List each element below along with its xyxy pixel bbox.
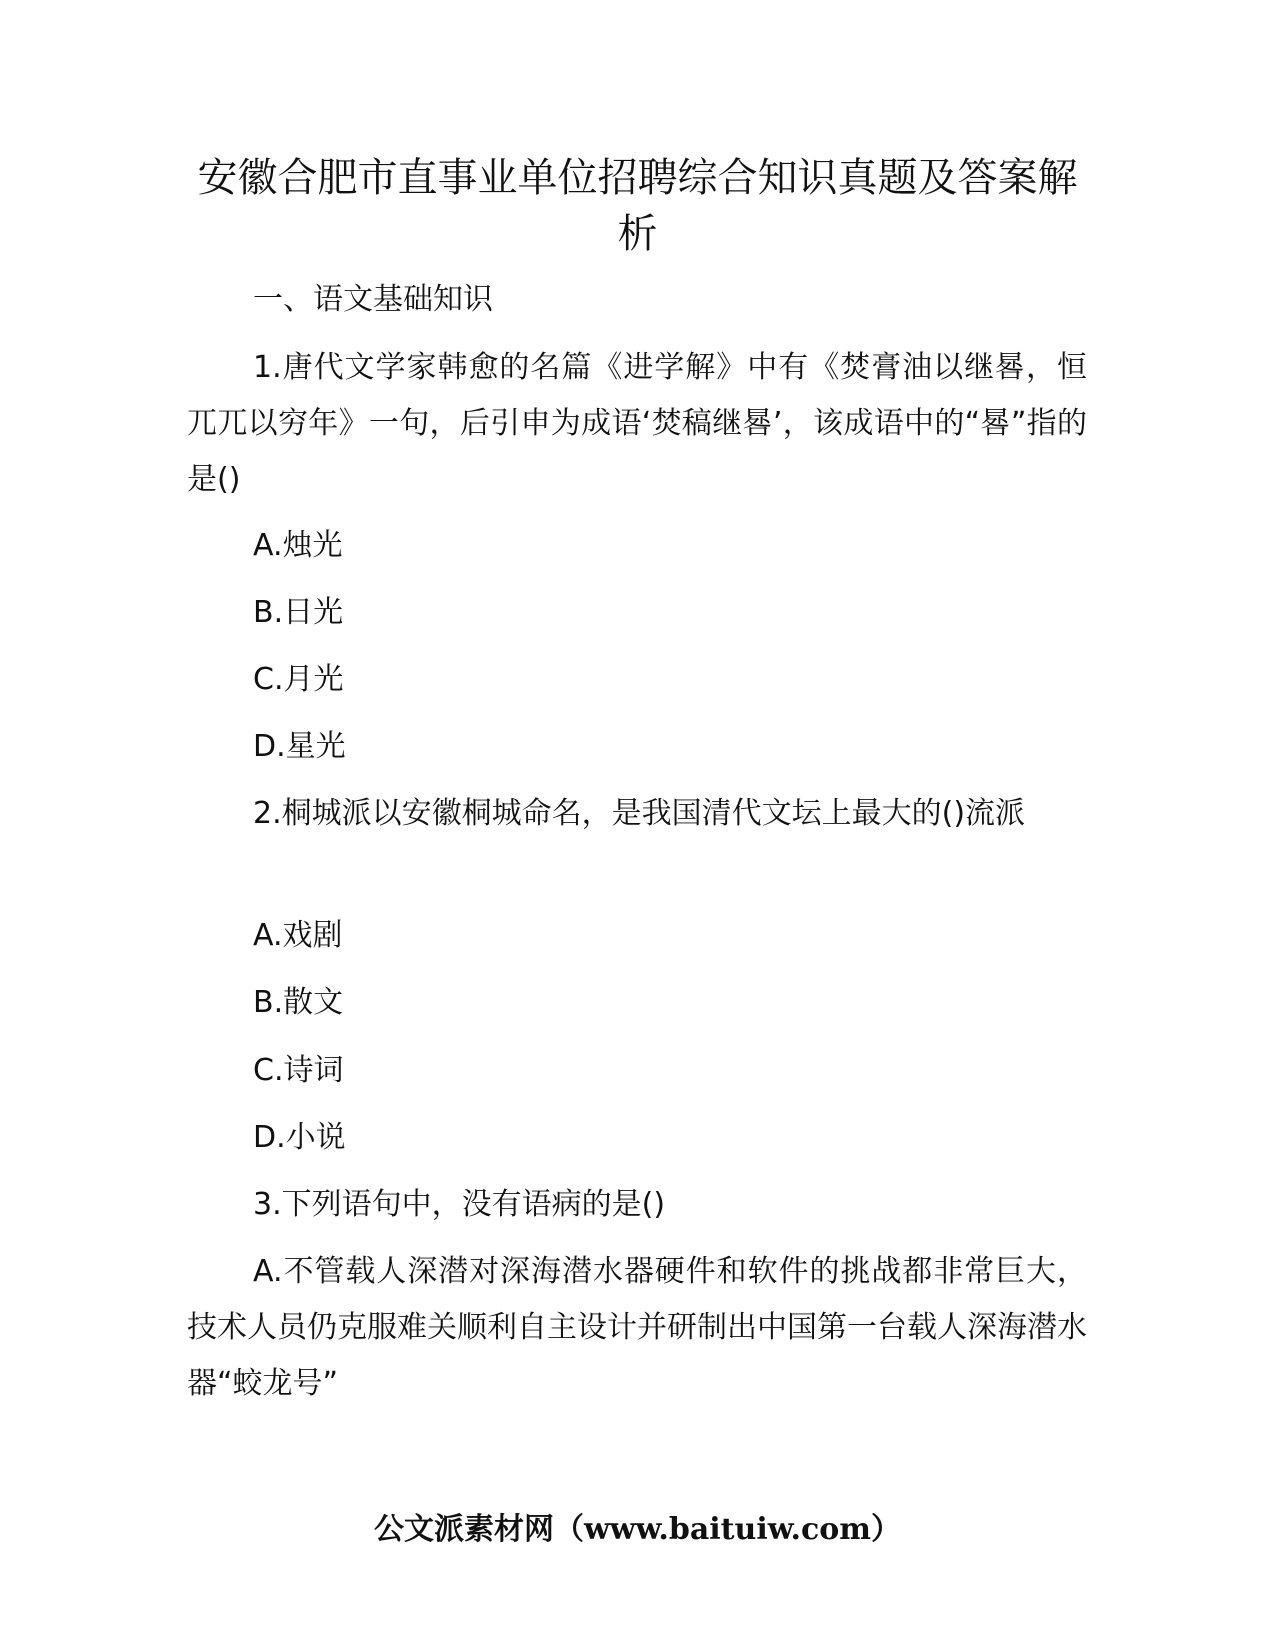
question-2-stem: 2.桐城派以安徽桐城命名，是我国清代文坛上最大的()流派 — [253, 796, 1026, 831]
question-1-option-c: C.月光 — [253, 662, 344, 697]
section-heading: 一、语文基础知识 — [253, 282, 493, 317]
question-2-option-c: C.诗词 — [253, 1053, 344, 1088]
question-3-stem: 3.下列语句中，没有语病的是() — [253, 1187, 666, 1222]
question-1-stem: 1.唐代文学家韩愈的名篇《进学解》中有《焚膏油以继晷，恒兀兀以穷年》一句，后引申为成语‘焚稿继晷’，该成语中的“晷”指的是() — [187, 350, 1087, 497]
question-2-option-b: B.散文 — [253, 985, 344, 1020]
question-1-option-d: D.星光 — [253, 729, 346, 764]
question-1-option-a: A.烛光 — [253, 528, 343, 563]
document-title: 安徽合肥市直事业单位招聘综合知识真题及答案解析 — [197, 155, 1078, 257]
question-2-option-a: A.戏剧 — [253, 918, 343, 953]
question-1-option-b: B.日光 — [253, 595, 344, 630]
question-2-option-d: D.小说 — [253, 1120, 346, 1155]
footer-source: 公文派素材网（www.baituiw.com） — [373, 1512, 902, 1547]
question-3-option-a: A.不管载人深潜对深海潜水器硬件和软件的挑战都非常巨大，技术人员仍克服难关顺利自主设计并研制出中国第一台载人深海潜水器“蛟龙号” — [187, 1254, 1087, 1401]
